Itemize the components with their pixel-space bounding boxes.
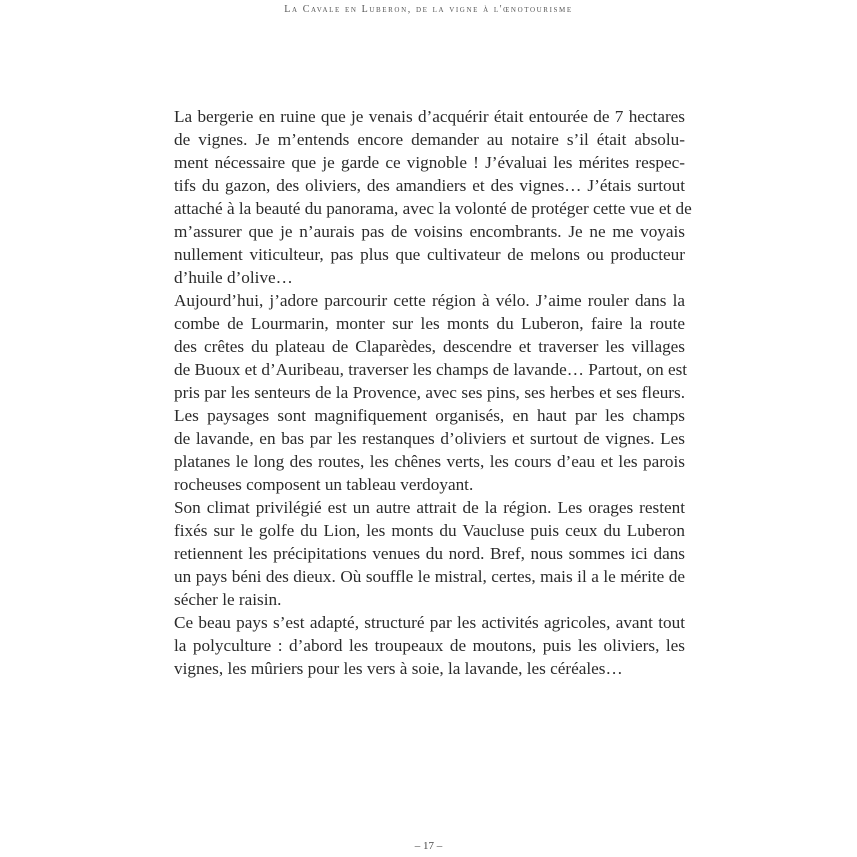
text-line: ment nécessaire que je garde ce vignoble ! J’évaluai les mérites respec- — [174, 153, 685, 172]
text-line: pris par les senteurs de la Provence, avec ses pins, ses herbes et ses fleurs. — [174, 383, 685, 402]
text-line: Son climat privilégié est un autre attrait de la région. Les orages restent — [174, 498, 685, 517]
text-line: La bergerie en ruine que je venais d’acquérir était entourée de 7 hectares — [174, 107, 685, 126]
text-line: fixés sur le golfe du Lion, les monts du Vaucluse puis ceux du Luberon — [174, 521, 685, 540]
text-line: retiennent les précipitations venues du nord. Bref, nous sommes ici dans — [174, 544, 685, 563]
text-line: sécher le raisin. — [174, 590, 282, 609]
text-line: rocheuses composent un tableau verdoyant. — [174, 475, 474, 494]
text-line: nullement viticulteur, pas plus que cultivateur de melons ou producteur — [174, 245, 685, 264]
text-line: combe de Lourmarin, monter sur les monts du Luberon, faire la route — [174, 314, 685, 333]
text-line: un pays béni des dieux. Où souffle le mistral, certes, mais il a le mérite de — [174, 567, 685, 586]
text-line: de Buoux et d’Auribeau, traverser les champs de lavande… Partout, on est — [174, 360, 688, 379]
paragraph — [174, 289, 688, 496]
text-line: d’huile d’olive… — [174, 268, 293, 287]
paragraph — [174, 105, 692, 289]
text-line: de vignes. Je m’entends encore demander au notaire s’il était absolu- — [174, 130, 685, 149]
text-line: Ce beau pays s’est adapté, structuré par les activités agricoles, avant tout — [174, 613, 685, 632]
text-line: tifs du gazon, des oliviers, des amandiers et des vignes… J’étais surtout — [174, 176, 685, 195]
text-line: platanes le long des routes, les chênes verts, les cours d’eau et les parois — [174, 452, 685, 471]
text-line: m’assurer que je n’aurais pas de voisins encombrants. Je ne me voyais — [174, 222, 685, 241]
text-line: de lavande, en bas par les restanques d’oliviers et surtout de vignes. Les — [174, 429, 685, 448]
running-header: La Cavale en Luberon, de la vigne à l'œnotourisme — [284, 4, 573, 15]
text-line: des crêtes du plateau de Claparèdes, descendre et traverser les villages — [174, 337, 685, 356]
text-line: vignes, les mûriers pour les vers à soie, la lavande, les céréales… — [174, 659, 623, 678]
paragraph — [174, 496, 685, 611]
text-line: Aujourd’hui, j’adore parcourir cette région à vélo. J’aime rouler dans la — [174, 291, 685, 310]
page-number: – 17 – — [414, 840, 443, 852]
body-text — [174, 105, 692, 680]
text-line: la polyculture : d’abord les troupeaux de moutons, puis les oliviers, les — [174, 636, 685, 655]
text-line: attaché à la beauté du panorama, avec la volonté de protéger cette vue et de — [174, 199, 692, 218]
paragraph — [174, 611, 685, 680]
text-line: Les paysages sont magnifiquement organisés, en haut par les champs — [174, 406, 685, 425]
